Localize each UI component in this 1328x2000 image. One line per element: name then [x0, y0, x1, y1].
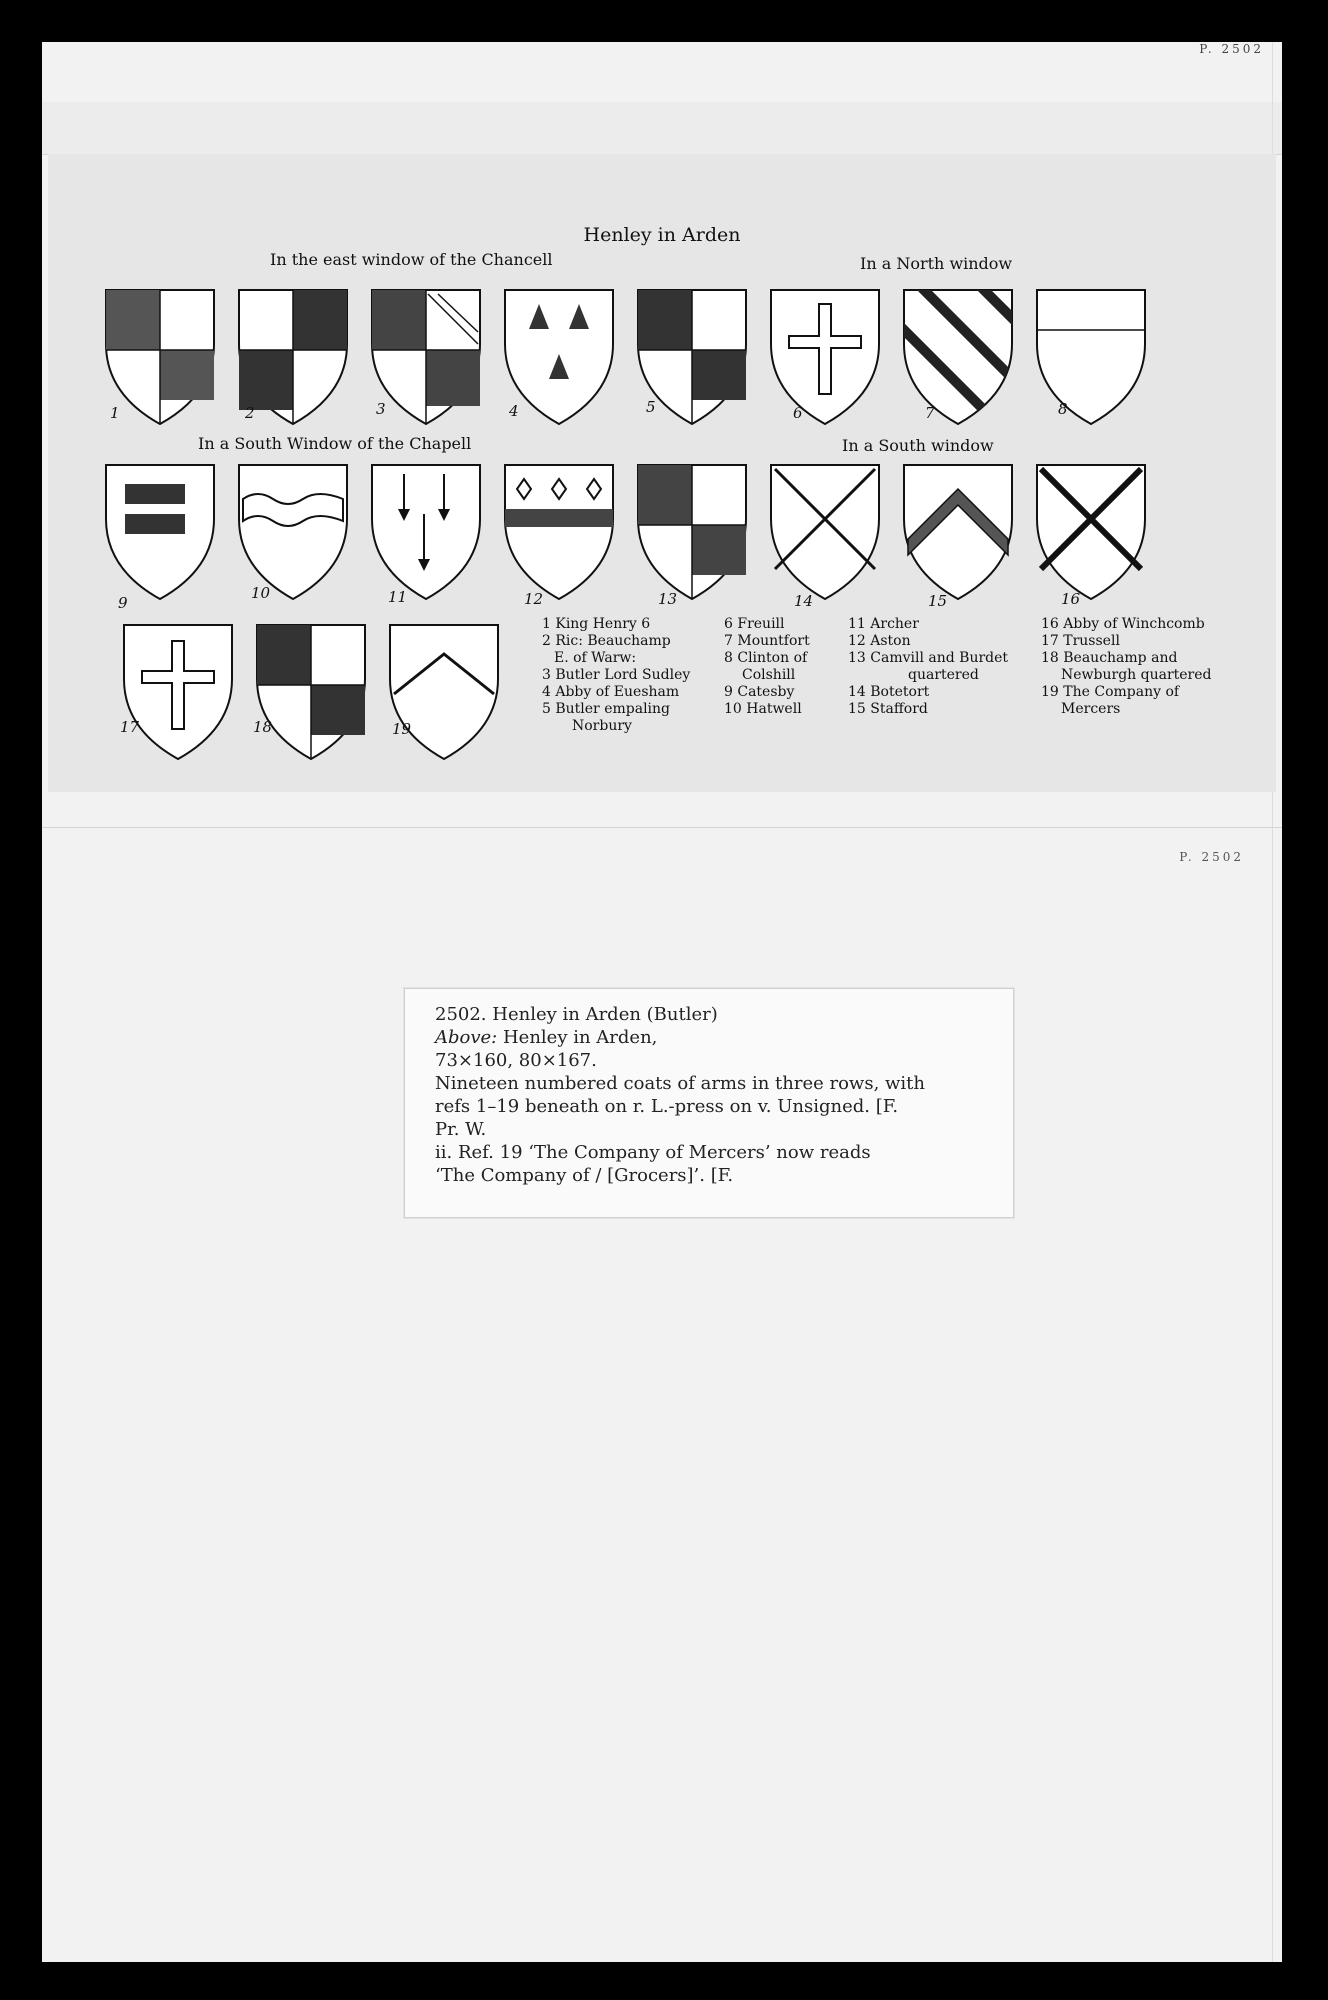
shield-15	[898, 459, 1018, 604]
ref-line: 5 Butler empaling	[542, 701, 670, 717]
shield-number-5: 5	[646, 398, 656, 416]
shield-number-19: 19	[392, 720, 412, 738]
ref-line: 12 Aston	[848, 633, 911, 649]
card-above-line	[435, 1026, 925, 1049]
section-south-window: In a South window	[842, 436, 994, 455]
shield-number-1: 1	[110, 404, 120, 422]
shield-10	[233, 459, 353, 604]
shield-number-15: 15	[928, 592, 948, 610]
ref-line: 19 The Company of	[1041, 684, 1180, 700]
ref-line: 18 Beauchamp and	[1041, 650, 1178, 666]
ref-line: 17 Trussell	[1041, 633, 1120, 649]
shield-11	[366, 459, 486, 604]
refs-column-3	[848, 616, 1008, 718]
card-state-1: ii. Ref. 19 ‘The Company of Mercers’ now reads	[435, 1142, 871, 1163]
ref-line: 8 Clinton of	[724, 650, 808, 666]
shield-number-18: 18	[253, 718, 273, 736]
shield-number-13: 13	[658, 590, 678, 608]
shield-9	[100, 459, 220, 604]
catalogue-card	[404, 988, 1014, 1218]
card-state-2: ‘The Company of / [Grocers]’. [F.	[435, 1165, 734, 1186]
ref-line: 14 Botetort	[848, 684, 930, 700]
shield-7	[898, 284, 1018, 429]
ref-line: Norbury	[572, 718, 632, 734]
shield-12	[499, 459, 619, 604]
section-east-window: In the east window of the Chancell	[270, 250, 553, 269]
shield-17	[118, 619, 238, 764]
card-above-label: Above:	[435, 1027, 498, 1048]
section-south-window-chapell: In a South Window of the Chapell	[198, 434, 472, 453]
ref-line: 16 Abby of Winchcomb	[1041, 616, 1205, 632]
card-dimensions: 73×160, 80×167.	[435, 1050, 597, 1071]
card-description-3: Pr. W.	[435, 1119, 487, 1140]
refs-column-4	[1041, 616, 1212, 718]
engraved-plate	[48, 154, 1276, 792]
page-number-top: P. 2502	[1199, 42, 1264, 56]
shield-8	[1031, 284, 1151, 429]
top-band	[42, 102, 1282, 155]
shield-number-7: 7	[925, 404, 935, 422]
shield-number-8: 8	[1058, 400, 1068, 418]
ref-line: 7 Mountfort	[724, 633, 810, 649]
refs-column-2	[724, 616, 810, 718]
shield-number-17: 17	[120, 718, 140, 736]
shield-number-11: 11	[388, 588, 408, 606]
page-number-bottom: P. 2502	[1179, 850, 1244, 864]
ref-line: 13 Camvill and Burdet	[848, 650, 1009, 666]
ref-line: Mercers	[1061, 701, 1121, 717]
ref-line: 9 Catesby	[724, 684, 795, 700]
shield-14	[765, 459, 885, 604]
section-north-window: In a North window	[860, 254, 1013, 273]
shield-number-10: 10	[251, 584, 271, 602]
shield-6	[765, 284, 885, 429]
shield-number-6: 6	[793, 404, 803, 422]
shield-number-4: 4	[509, 402, 519, 420]
ref-line: 2 Ric: Beauchamp	[542, 633, 671, 649]
ref-line: 10 Hatwell	[724, 701, 802, 717]
shield-13	[632, 459, 752, 604]
ref-line: 4 Abby of Euesham	[542, 684, 680, 700]
card-description-1: Nineteen numbered coats of arms in three rows, with	[435, 1073, 926, 1094]
shield-number-9: 9	[118, 594, 128, 612]
ref-line: 15 Stafford	[848, 701, 928, 717]
divider-rule	[42, 827, 1282, 828]
shield-number-2: 2	[245, 404, 255, 422]
card-heading: 2502. Henley in Arden (Butler)	[435, 1004, 718, 1025]
ref-line: quartered	[908, 667, 979, 683]
shield-number-16: 16	[1061, 590, 1081, 608]
shield-16	[1031, 459, 1151, 604]
refs-column-1	[542, 616, 690, 735]
ref-line: 1 King Henry 6	[542, 616, 651, 632]
shield-number-14: 14	[794, 592, 814, 610]
ref-line: E. of Warw:	[554, 650, 637, 666]
ref-line: 11 Archer	[848, 616, 919, 632]
shield-number-12: 12	[524, 590, 544, 608]
shield-number-3: 3	[376, 400, 386, 418]
plate-title: Henley in Arden	[583, 224, 741, 246]
ref-line: Colshill	[742, 667, 796, 683]
shield-19	[384, 619, 504, 764]
card-above-value: Henley in Arden,	[502, 1027, 658, 1048]
ref-line: 3 Butler Lord Sudley	[542, 667, 691, 683]
archive-page	[42, 42, 1282, 1962]
shield-18	[251, 619, 371, 764]
catalogue-card-text	[435, 1003, 925, 1187]
ref-line: 6 Freuill	[724, 616, 785, 632]
card-description-2: refs 1–19 beneath on r. L.-press on v. Unsigned. [F.	[435, 1096, 899, 1117]
ref-line: Newburgh quartered	[1061, 667, 1212, 683]
